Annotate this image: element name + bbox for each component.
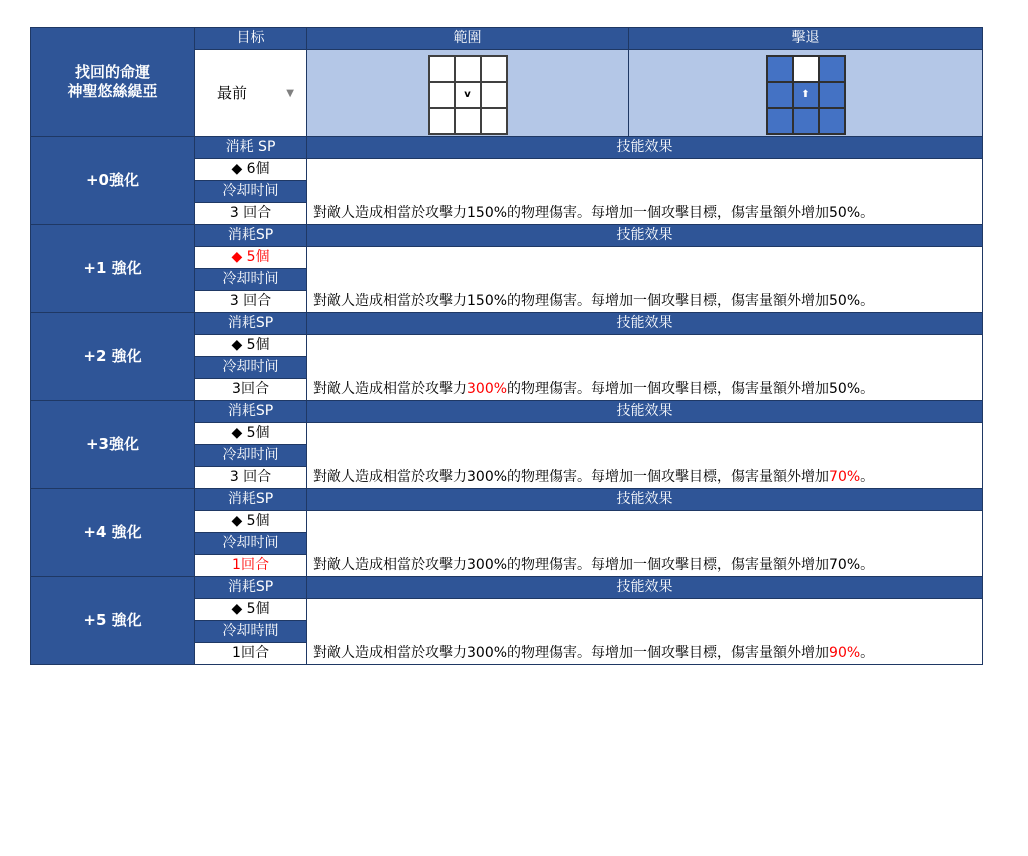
- effect-description: [307, 511, 983, 577]
- sp-header: 消耗SP: [195, 225, 307, 247]
- range-grid-cell-7: [456, 109, 480, 133]
- effect-text-segment: 對敵人造成相當於攻擊力300%的物理傷害。每增加一個攻擊目標，傷害量額外增加70%。: [313, 557, 875, 573]
- effect-text-segment: 70%: [829, 469, 861, 485]
- effect-text-segment: 300%: [467, 381, 508, 397]
- range-grid-cell: [307, 50, 629, 137]
- sp-header: 消耗SP: [195, 401, 307, 423]
- range-grid: [428, 55, 508, 135]
- effect-text-segment: 。: [860, 469, 875, 485]
- range-grid-cell-5: [482, 83, 506, 107]
- effect-description: [307, 159, 983, 225]
- sp-header: 消耗SP: [195, 577, 307, 599]
- effect-description: [307, 247, 983, 313]
- effect-description: [307, 599, 983, 665]
- effect-text-segment: 。: [860, 645, 875, 661]
- cooldown-value: 1回合: [195, 555, 307, 577]
- cooldown-header: 冷却时间: [195, 269, 307, 291]
- range-header: 範圍: [307, 28, 629, 50]
- knockback-grid-cell-0: [768, 57, 792, 81]
- cooldown-header: 冷却时间: [195, 445, 307, 467]
- sp-header: 消耗SP: [195, 489, 307, 511]
- knockback-grid-cell-5: [820, 83, 844, 107]
- knockback-grid: [766, 55, 846, 135]
- knockback-grid-cell-3: [768, 83, 792, 107]
- cooldown-header: 冷却时间: [195, 181, 307, 203]
- target-header: 目标: [195, 28, 307, 50]
- effect-header: 技能效果: [307, 225, 983, 247]
- sp-cost: ◆ 6個: [195, 159, 307, 181]
- range-target-marker-icon: v: [456, 83, 480, 107]
- arrow-up-icon: ⬆: [794, 83, 818, 107]
- target-select-cell[interactable]: [195, 50, 307, 137]
- effect-description: [307, 423, 983, 489]
- knockback-grid-cell-8: [820, 109, 844, 133]
- effect-header: 技能效果: [307, 489, 983, 511]
- tier-label: +3強化: [31, 401, 195, 489]
- cooldown-header: 冷却时间: [195, 357, 307, 379]
- knockback-grid-cell-6: [768, 109, 792, 133]
- range-grid-cell-6: [430, 109, 454, 133]
- tier-label: +1 強化: [31, 225, 195, 313]
- tier-label: +4 強化: [31, 489, 195, 577]
- range-grid-cell-3: [430, 83, 454, 107]
- sp-header: 消耗 SP: [195, 137, 307, 159]
- tier-row: [31, 225, 983, 247]
- tier-row: [31, 313, 983, 335]
- tier-label: +0強化: [31, 137, 195, 225]
- knockback-grid-cell-7: [794, 109, 818, 133]
- effect-header: 技能效果: [307, 401, 983, 423]
- cooldown-value: 3 回合: [195, 291, 307, 313]
- cooldown-value: 3 回合: [195, 203, 307, 225]
- tier-label: +5 強化: [31, 577, 195, 665]
- knockback-grid-cell-1: [794, 57, 818, 81]
- effect-description: [307, 335, 983, 401]
- sp-cost: ◆ 5個: [195, 423, 307, 445]
- character-name-cell: [31, 28, 195, 137]
- knockback-grid-cell: [629, 50, 983, 137]
- target-select-value: 最前: [217, 83, 248, 102]
- effect-header: 技能效果: [307, 313, 983, 335]
- tier-row: [31, 577, 983, 599]
- cooldown-value: 3回合: [195, 379, 307, 401]
- tier-row: [31, 401, 983, 423]
- effect-header: 技能效果: [307, 577, 983, 599]
- character-name: 找回的命運 神聖悠絲緹亞: [67, 63, 158, 100]
- effect-text-segment: 對敵人造成相當於攻擊力150%的物理傷害。每增加一個攻擊目標，傷害量額外增加50%。: [313, 293, 875, 309]
- cooldown-header: 冷却时间: [195, 533, 307, 555]
- tier-row: [31, 489, 983, 511]
- knockback-grid-cell-2: [820, 57, 844, 81]
- cooldown-value: 1回合: [195, 643, 307, 665]
- tier-label: +2 強化: [31, 313, 195, 401]
- effect-text-segment: 的物理傷害。每增加一個攻擊目標，傷害量額外增加50%。: [507, 381, 875, 397]
- sp-cost: ◆ 5個: [195, 335, 307, 357]
- sp-cost: ◆ 5個: [195, 511, 307, 533]
- target-select[interactable]: [195, 50, 306, 136]
- sp-cost: ◆ 5個: [195, 247, 307, 269]
- effect-text-segment: 對敵人造成相當於攻擊力150%的物理傷害。每增加一個攻擊目標，傷害量額外增加50%。: [313, 205, 875, 221]
- effect-text-segment: 對敵人造成相當於攻擊力300%的物理傷害。每增加一個攻擊目標，傷害量額外增加: [313, 469, 830, 485]
- knockback-header: 擊退: [629, 28, 983, 50]
- tier-row: [31, 137, 983, 159]
- range-grid-cell-1: [456, 57, 480, 81]
- range-grid-cell-2: [482, 57, 506, 81]
- range-grid-cell-8: [482, 109, 506, 133]
- effect-text-segment: 對敵人造成相當於攻擊力: [313, 381, 467, 397]
- skill-table: [30, 27, 983, 665]
- effect-text-segment: 對敵人造成相當於攻擊力300%的物理傷害。每增加一個攻擊目標，傷害量額外增加: [313, 645, 830, 661]
- sp-cost: ◆ 5個: [195, 599, 307, 621]
- header-row: [31, 28, 983, 50]
- range-grid-cell-0: [430, 57, 454, 81]
- cooldown-header: 冷却時間: [195, 621, 307, 643]
- sp-header: 消耗SP: [195, 313, 307, 335]
- cooldown-value: 3 回合: [195, 467, 307, 489]
- effect-text-segment: 90%: [829, 645, 861, 661]
- chevron-down-icon[interactable]: ▼: [286, 87, 294, 99]
- effect-header: 技能效果: [307, 137, 983, 159]
